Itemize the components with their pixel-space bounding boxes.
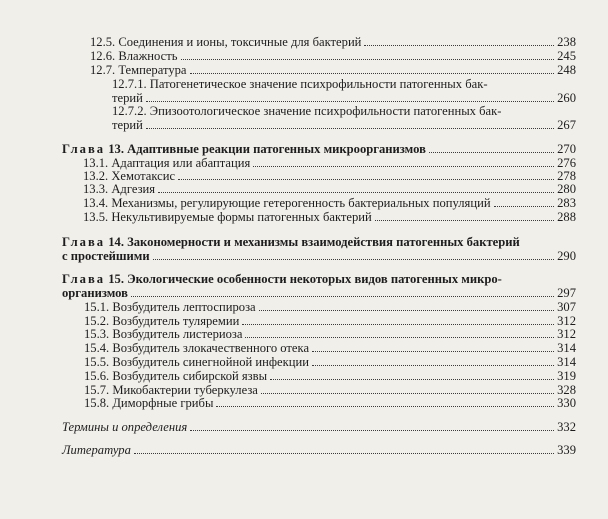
toc-entry-page: 267 [557, 118, 576, 132]
toc-entry-page: 314 [557, 355, 576, 369]
toc-entry [0, 208, 576, 224]
toc-entry-title: 12.5. Соединения и ионы, токсичные для бактерий [90, 35, 362, 49]
toc-entry-title: Термины и определения [62, 420, 188, 434]
toc-entry-page: 278 [557, 169, 576, 183]
toc-entry-title: 12.7. Температура [90, 63, 187, 77]
toc-entry-page: 319 [557, 369, 576, 383]
toc-entry-title: 15.2. Возбудитель туляремии [84, 314, 240, 328]
toc-entry-title: 13.5. Некультивируемые формы патогенных бактерий [83, 210, 372, 224]
toc-entry-page: 314 [557, 341, 576, 355]
toc-entry-title: 15.4. Возбудитель злокачественного отека [84, 341, 310, 355]
toc-entry-title-continued: терий [112, 118, 143, 132]
toc-chapter-title-continued: организмов [62, 286, 128, 300]
chapter-prefix: Глава [62, 235, 106, 249]
chapter-title-text: 15. Экологические особенности некоторых видов патогенных микро- [108, 272, 502, 286]
leader-dots [146, 101, 554, 102]
leader-dots [429, 152, 554, 153]
leader-dots [216, 406, 554, 407]
toc-entry [0, 394, 576, 410]
toc-entry-page: 312 [557, 327, 576, 341]
leader-dots [259, 310, 554, 311]
toc-entry-page: 283 [557, 196, 576, 210]
leader-dots [245, 337, 554, 338]
toc-chapter-title-continued: с простейшими [62, 249, 150, 263]
leader-dots [146, 128, 554, 129]
toc-entry-page: 245 [557, 49, 576, 63]
leader-dots [312, 365, 554, 366]
leader-dots [375, 220, 554, 221]
leader-dots [131, 296, 554, 297]
chapter-title-text: 13. Адаптивные реакции патогенных микроорганизмов [108, 142, 426, 156]
toc-entry-page: 332 [557, 420, 576, 434]
toc-entry-page: 238 [557, 35, 576, 49]
toc-entry-title: 15.1. Возбудитель лептоспироза [84, 300, 256, 314]
toc-entry [0, 61, 576, 77]
toc-entry-page: 280 [557, 182, 576, 196]
leader-dots [153, 259, 554, 260]
leader-dots [158, 192, 554, 193]
toc-entry-title: Литература [62, 443, 131, 457]
toc-entry-page: 328 [557, 383, 576, 397]
toc-entry-page: 276 [557, 156, 576, 170]
leader-dots [190, 73, 555, 74]
toc-entry-title: 13.1. Адаптация или абаптация [83, 156, 251, 170]
leader-dots [312, 351, 554, 352]
leader-dots [270, 379, 554, 380]
chapter-title-text: 14. Закономерности и механизмы взаимодействия патогенных бактерий [108, 235, 520, 249]
toc-entry-page: 339 [557, 443, 576, 457]
toc-entry-title: 12.6. Влажность [90, 49, 178, 63]
toc-entry-title: 15.8. Диморфные грибы [84, 396, 214, 410]
toc-entry-page: 248 [557, 63, 576, 77]
toc-entry-title: 13.3. Адгезия [83, 182, 156, 196]
toc-entry-page: 288 [557, 210, 576, 224]
toc-entry-title: 12.7.1. Патогенетическое значение психрофильности патогенных бак- [112, 77, 488, 91]
toc-entry-title: 15.6. Возбудитель сибирской язвы [84, 369, 268, 383]
toc-entry [0, 89, 576, 105]
toc-entry [0, 116, 576, 132]
toc-entry-page: 290 [557, 249, 576, 263]
toc-entry-title: 13.4. Механизмы, регулирующие гетерогенность бактериальных популяций [83, 196, 491, 210]
chapter-prefix: Глава [62, 142, 106, 156]
leader-dots [181, 59, 555, 60]
toc-entry-page: 297 [557, 286, 576, 300]
leader-dots [364, 45, 554, 46]
leader-dots [494, 206, 555, 207]
leader-dots [134, 453, 554, 454]
chapter-prefix: Глава [62, 272, 106, 286]
leader-dots [190, 430, 554, 431]
toc-entry-page: 307 [557, 300, 576, 314]
toc-chapter-entry [0, 247, 576, 263]
toc-entry-page: 270 [557, 142, 576, 156]
toc-entry-title-continued: терий [112, 91, 143, 105]
toc-entry-page: 330 [557, 396, 576, 410]
toc-entry-title: 15.7. Микобактерии туберкулеза [84, 383, 258, 397]
toc-entry-page: 260 [557, 91, 576, 105]
toc-entry-title: 15.3. Возбудитель листериоза [84, 327, 243, 341]
toc-entry-page: 312 [557, 314, 576, 328]
toc-entry [0, 441, 576, 457]
toc-entry-title: 12.7.2. Эпизоотологическое значение психрофильности патогенных бак- [112, 104, 502, 118]
toc-entry-title: 13.2. Хемотаксис [83, 169, 176, 183]
toc-entry [0, 418, 576, 434]
toc-entry-title: 15.5. Возбудитель синегнойной инфекции [84, 355, 309, 369]
